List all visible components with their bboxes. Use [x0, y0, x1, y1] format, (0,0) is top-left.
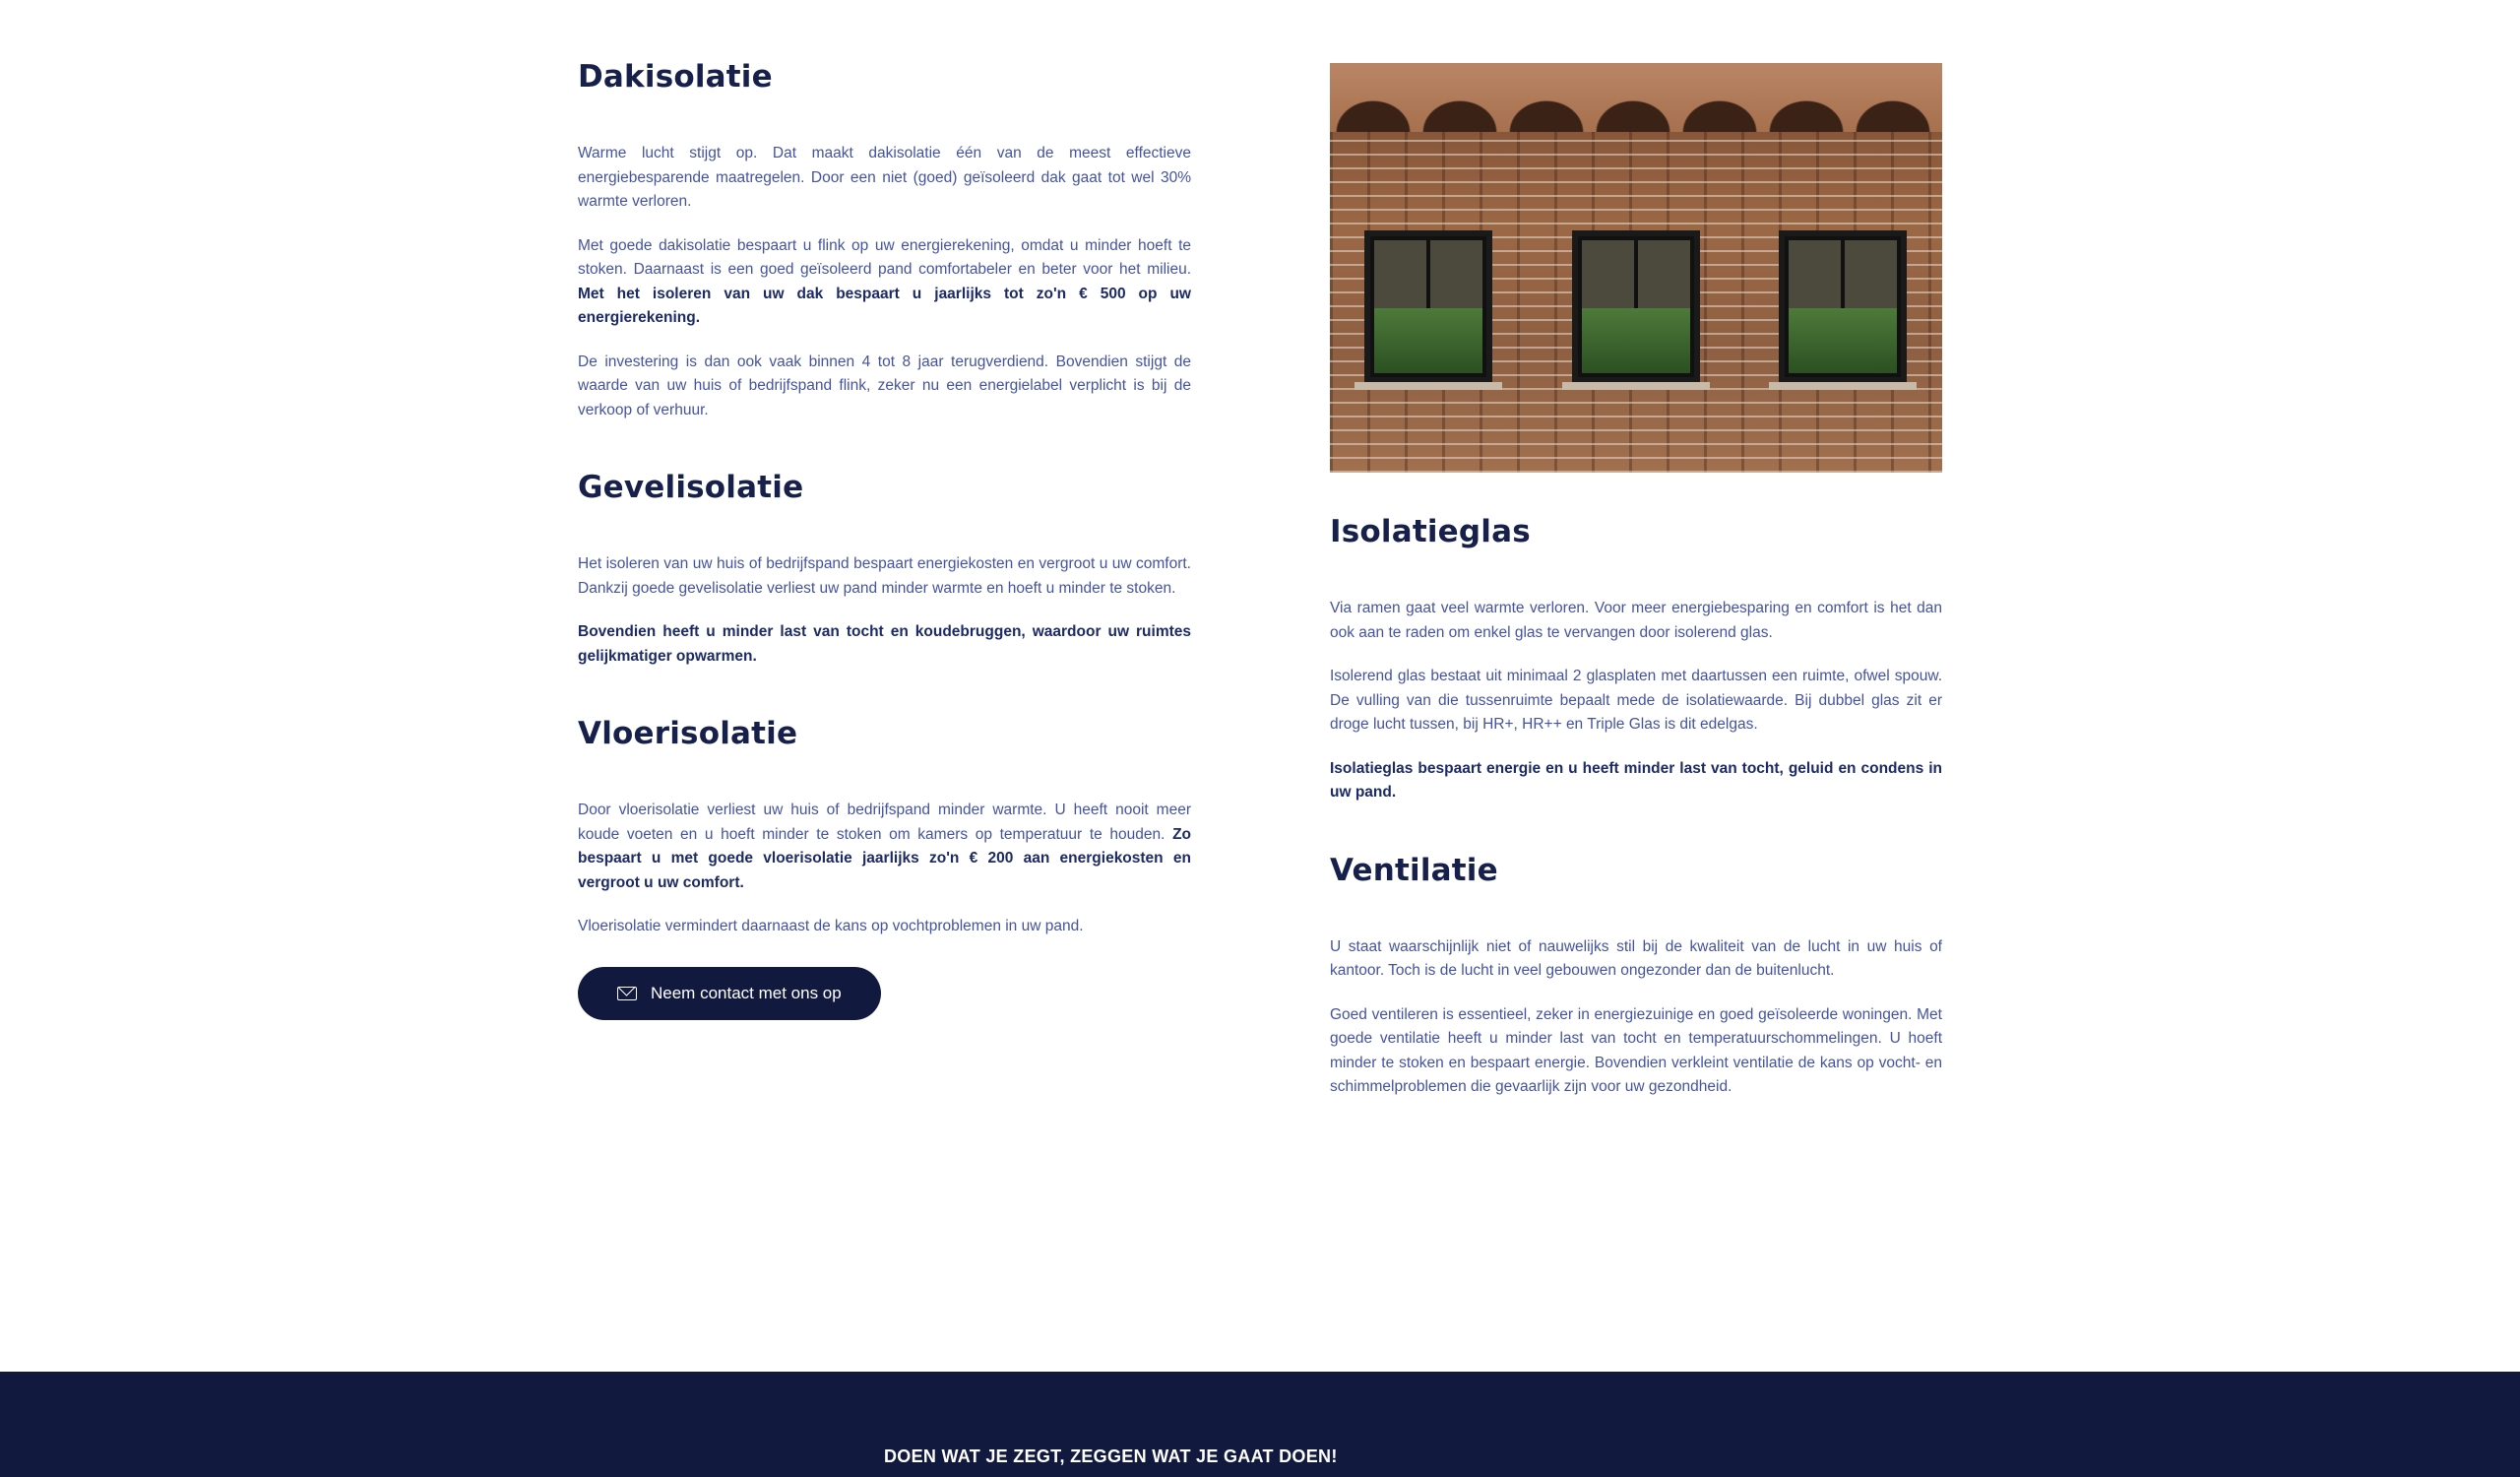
brick-arches [1330, 63, 1942, 132]
footer [0, 1372, 2520, 1477]
contact-button-label: Neem contact met ons op [651, 983, 842, 1002]
paragraph: Goed ventileren is essentieel, zeker in energiezuinige en goed geïsoleerde woningen. Met goede ventilatie heeft u minder last van tocht en temperatuurschommelingen. U hoeft minder te stoken en bespaart energie. Bovendien verkleint ventilatie de kans op vocht- en schimmelproblemen die gevaarlijk zijn voor uw gezondheid. [1330, 1005, 1942, 1095]
heading-dakisolatie: Dakisolatie [578, 59, 773, 95]
section-ventilatie [1330, 853, 1942, 1100]
window-sill-2 [1562, 382, 1710, 390]
window-1 [1364, 230, 1492, 383]
paragraph: Isolerend glas bestaat uit minimaal 2 glasplaten met daartussen een ruimte, ofwel spouw. De vulling van die tussenruimte bepaalt mede de isolatiewaarde. Bij dubbel glas zit er droge lucht tussen, bij HR+, HR++ en Triple Glas is dit edelgas. [1330, 668, 1942, 733]
paragraph-text: Door vloerisolatie verliest uw huis of bedrijfspand minder warmte. U heeft nooit meer koude voeten en u hoeft minder te stoken om kamers op temperatuur te houden. [578, 802, 1191, 843]
paragraph-emphasis: Bovendien heeft u minder last van tocht en koudebruggen, waardoor uw ruimtes gelijkmatiger opwarmen. [578, 623, 1191, 665]
mail-icon [617, 987, 637, 1000]
paragraph: Warme lucht stijgt op. Dat maakt dakisolatie één van de meest effectieve energiebesparende maatregelen. Door een niet (goed) geïsoleerd dak gaat tot wel 30% warmte verloren. [578, 145, 1191, 210]
contact-button[interactable] [578, 967, 881, 1020]
footer-tagline: DOEN WAT JE ZEGT, ZEGGEN WAT JE GAAT DOEN! [884, 1446, 1338, 1466]
section-vloerisolatie [578, 716, 1191, 1020]
paragraph-text: Met goede dakisolatie bespaart u flink op uw energierekening, omdat u minder hoeft te stoken. Daarnaast is een goed geïsoleerd pand comfortabeler en beter voor het milieu. [578, 236, 1191, 278]
section-gevelisolatie [578, 470, 1191, 669]
heading-gevelisolatie: Gevelisolatie [578, 470, 804, 505]
paragraph [578, 234, 1191, 331]
paragraph-emphasis: Met het isoleren van uw dak bespaart u jaarlijks tot zo'n € 500 op uw energierekening. [578, 285, 1191, 326]
window-2 [1572, 230, 1700, 383]
window-sill-3 [1769, 382, 1917, 390]
heading-ventilatie: Ventilatie [1330, 852, 1498, 888]
paragraph: U staat waarschijnlijk niet of nauwelijks stil bij de kwaliteit van de lucht in uw huis of kantoor. Toch is de lucht in veel gebouwen ongezonder dan de buitenlucht. [1330, 937, 1942, 979]
right-column [1330, 63, 1942, 1147]
paragraph: Via ramen gaat veel warmte verloren. Voor meer energiebesparing en comfort is het dan ook aan te raden om enkel glas te vervangen door isolerend glas. [1330, 600, 1942, 641]
window-3 [1779, 230, 1907, 383]
paragraph: Het isoleren van uw huis of bedrijfspand bespaart energiekosten en vergroot u uw comfort. Dankzij goede gevelisolatie verliest uw pand minder warmte en hoeft u minder te stoken. [578, 555, 1191, 597]
paragraph [578, 799, 1191, 895]
paragraph-emphasis: Isolatieglas bespaart energie en u heeft minder last van tocht, geluid en condens in uw pand. [1330, 759, 1942, 801]
section-dakisolatie [578, 59, 1191, 422]
paragraph-emphasis: Zo bespaart u met goede vloerisolatie jaarlijks zo'n € 200 aan energiekosten en vergroot u uw comfort. [578, 825, 1191, 891]
left-column [578, 59, 1191, 1067]
paragraph: De investering is dan ook vaak binnen 4 tot 8 jaar terugverdiend. Bovendien stijgt de waarde van uw huis of bedrijfspand flink, zeker nu een energielabel verplicht is bij de verkoop of verhuur. [578, 353, 1191, 418]
brick-facade-photo [1330, 63, 1942, 473]
heading-isolatieglas: Isolatieglas [1330, 514, 1531, 549]
paragraph: Vloerisolatie vermindert daarnaast de kans op vochtproblemen in uw pand. [578, 918, 1084, 934]
window-sill-1 [1354, 382, 1502, 390]
heading-vloerisolatie: Vloerisolatie [578, 716, 798, 751]
section-isolatieglas [1330, 514, 1942, 805]
